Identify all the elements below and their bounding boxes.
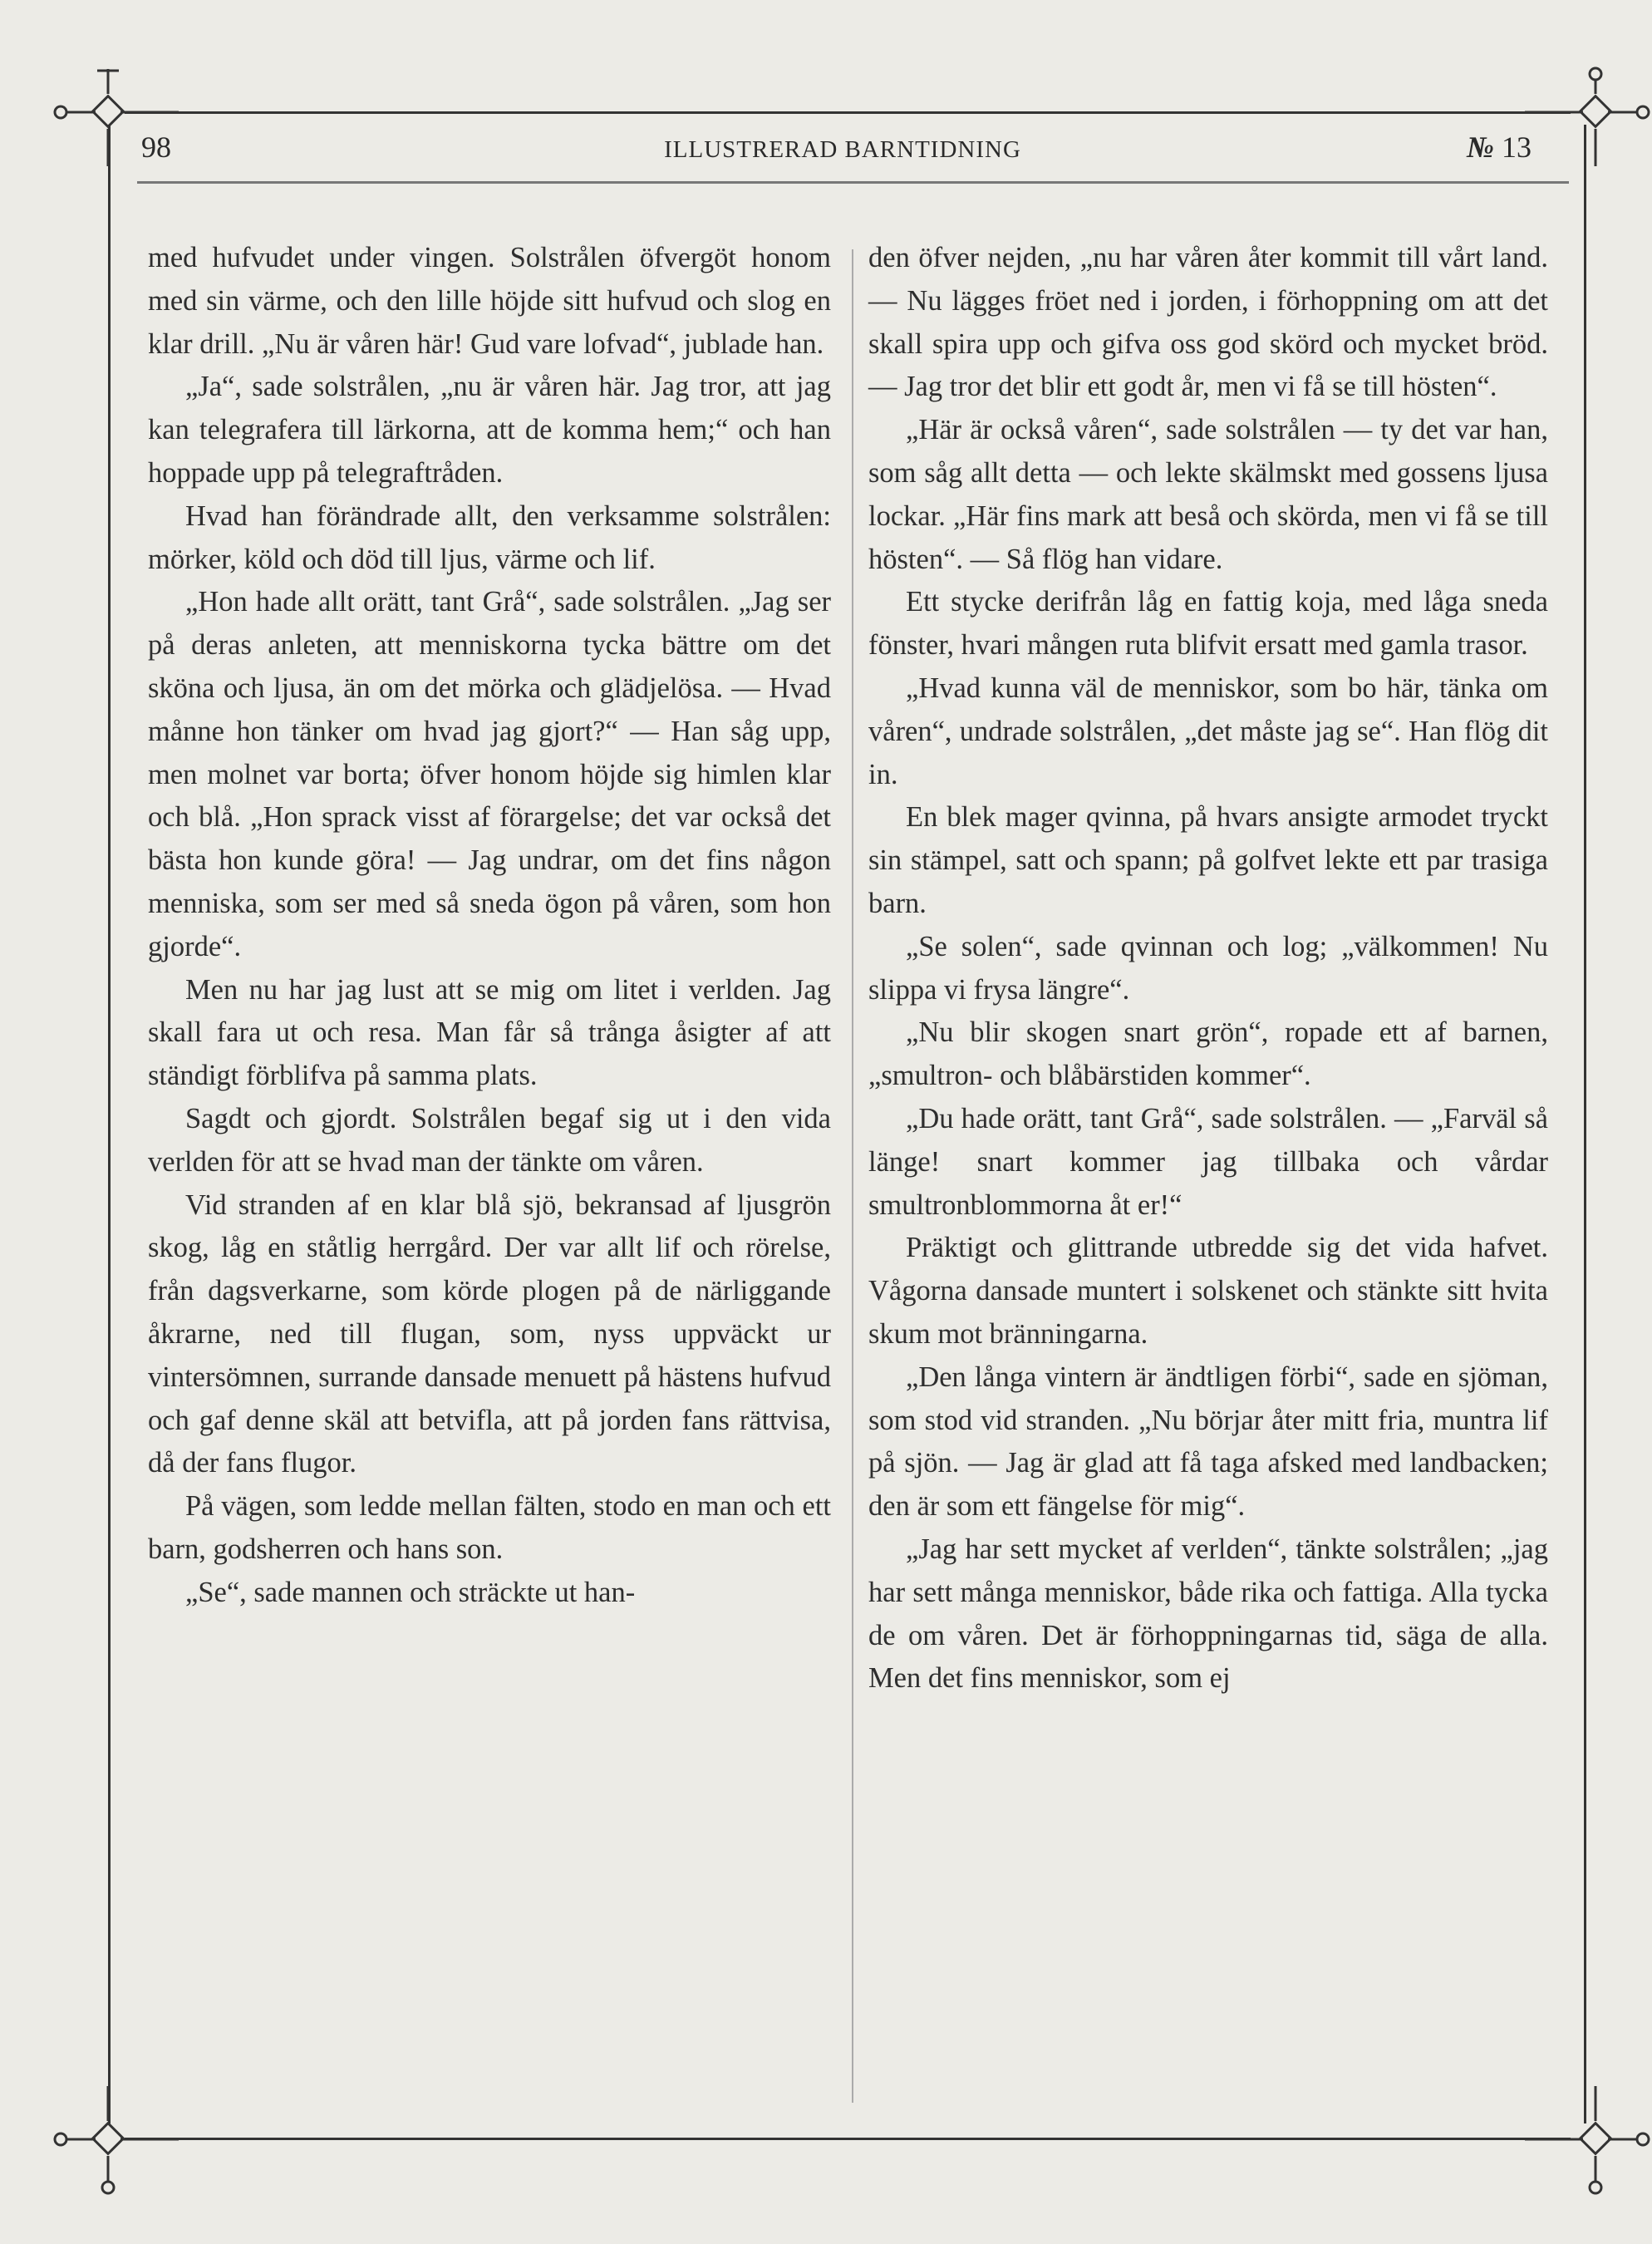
paragraph: Men nu har jag lust att se mig om litet i verlden. Jag skall fara ut och resa. Man får så trånga åsigter af att ständigt förblifva på samma plats. bbox=[148, 973, 831, 1092]
frame-right-line bbox=[1584, 125, 1586, 2123]
issue-number-value: 13 bbox=[1502, 130, 1532, 164]
paragraph: „Du hade orätt, tant Grå“, sade solstrålen. — „Farväl så länge! snart kommer jag tillbaka och vårdar smultronblommorna åt er!“ bbox=[868, 1102, 1548, 1221]
paragraph: „Nu blir skogen snart grön“, ropade ett af barnen, „smultron- och blåbärstiden kommer“. bbox=[868, 1016, 1548, 1092]
paragraph: den öfver nejden, „nu har våren åter kommit till vårt land. — Nu lägges fröet ned i jorden, i förhoppning om att det skall spira upp och gifva oss god skörd och mycket bröd. — Jag tror det blir ett godt år, men vi få se till hösten“. bbox=[868, 242, 1548, 403]
paragraph: med hufvudet under vingen. Solstrålen öfvergöt honom med sin värme, och den lille höjde sitt hufvud och slog en klar drill. „Nu är våren här! Gud vare lofvad“, jublade han. bbox=[148, 242, 831, 360]
paragraph: Vid stranden af en klar blå sjö, bekransad af ljusgrön skog, låg en ståtlig herrgård. Der var allt lif och rörelse, från dagsverkarne, som körde plogen på de närliggande åkrarne, ned till flugan, som, nyss uppväckt ur vintersömnen, surrande dansade menuett på hästens hufvud och gaf denne skäl att betvifla, att på jorden fans rättvisa, då der fans flugor. bbox=[148, 1188, 831, 1479]
paragraph: „Jag har sett mycket af verlden“, tänkte solstrålen; „jag har sett många menniskor, både rika och fattiga. Alla tycka de om våren. Det är förhoppningarnas tid, säga de alla. Men det fins menniskor, som ej bbox=[868, 1533, 1548, 1695]
paragraph: På vägen, som ledde mellan fälten, stodo en man och ett barn, godsherren och hans son. bbox=[148, 1490, 831, 1565]
paragraph: „Hvad kunna väl de menniskor, som bo här, tänka om våren“, undrade solstrålen, „det måste jag se“. Han flög dit in. bbox=[868, 672, 1548, 790]
corner-ornament-icon bbox=[46, 2086, 179, 2202]
journal-title: ILLUSTRERAD BARNTIDNING bbox=[664, 136, 1021, 163]
paragraph: „Se“, sade mannen och sträckte ut han- bbox=[185, 1576, 636, 1608]
paragraph: Hvad han förändrade allt, den verksamme solstrålen: mörker, köld och död till ljus, värme och lif. bbox=[148, 499, 831, 575]
issue-symbol: № bbox=[1467, 130, 1494, 164]
paragraph: Sagdt och gjordt. Solstrålen begaf sig ut i den vida verlden för att se hvad man der tänkte om våren. bbox=[148, 1102, 831, 1178]
paragraph: „Här är också våren“, sade solstrålen — ty det var han, som såg allt detta — och lekte skälmskt med gossens ljusa lockar. „Här fins mark att beså och skörda, men vi få se till hösten“. — Så flög han vidare. bbox=[868, 414, 1548, 575]
frame-left-line bbox=[108, 125, 111, 2123]
issue-number bbox=[1467, 130, 1532, 165]
paragraph: Ett stycke derifrån låg en fattig koja, med låga sneda fönster, hvari mången ruta blifvit ersatt med gamla trasor. bbox=[868, 586, 1548, 662]
column-divider bbox=[852, 249, 853, 2103]
page-header bbox=[137, 125, 1548, 175]
paragraph: En blek mager qvinna, på hvars ansigte armodet tryckt sin stämpel, satt och spann; på golfvet lekte ett par trasiga barn. bbox=[868, 801, 1548, 919]
paragraph: „Den långa vintern är ändtligen förbi“, sade en sjöman, som stod vid stranden. „Nu börjar åter mitt fria, muntra lif på sjön. — Jag är glad att få taga afsked med landbacken; den är som ett fängelse för mig“. bbox=[868, 1361, 1548, 1523]
frame-bottom-line bbox=[125, 2138, 1571, 2140]
paragraph: „Se solen“, sade qvinnan och log; „välkommen! Nu slippa vi frysa längre“. bbox=[868, 930, 1548, 1006]
header-rule bbox=[137, 181, 1569, 184]
paragraph: „Hon hade allt orätt, tant Grå“, sade solstrålen. „Jag ser på deras anleten, att menniskorna tycka bättre om det sköna och ljusa, än om det mörka och glädjelösa. — Hvad månne hon tänker om hvad jag gjort?“ — Han såg upp, men molnet var borta; öfver honom höjde sig himlen klar och blå. „Hon sprack visst af förargelse; det var också det bästa hon kunde göra! — Jag undrar, om det fins någon menniska, som ser med så sneda ögon på våren, som hon gjorde“. bbox=[148, 586, 831, 962]
frame-top-line bbox=[125, 111, 1571, 114]
corner-ornament-icon bbox=[1525, 2086, 1652, 2202]
right-column bbox=[868, 237, 1548, 1700]
left-column bbox=[148, 237, 831, 1615]
paragraph: Präktigt och glittrande utbredde sig det vida hafvet. Vågorna dansade muntert i solskenet och stänkte sitt hvita skum mot bränningarna. bbox=[868, 1232, 1548, 1350]
paragraph: „Ja“, sade solstrålen, „nu är våren här. Jag tror, att jag kan telegrafera till lärkorna, att de komma hem;“ och han hoppade upp på telegraftråden. bbox=[148, 371, 831, 489]
page-number: 98 bbox=[141, 130, 171, 164]
